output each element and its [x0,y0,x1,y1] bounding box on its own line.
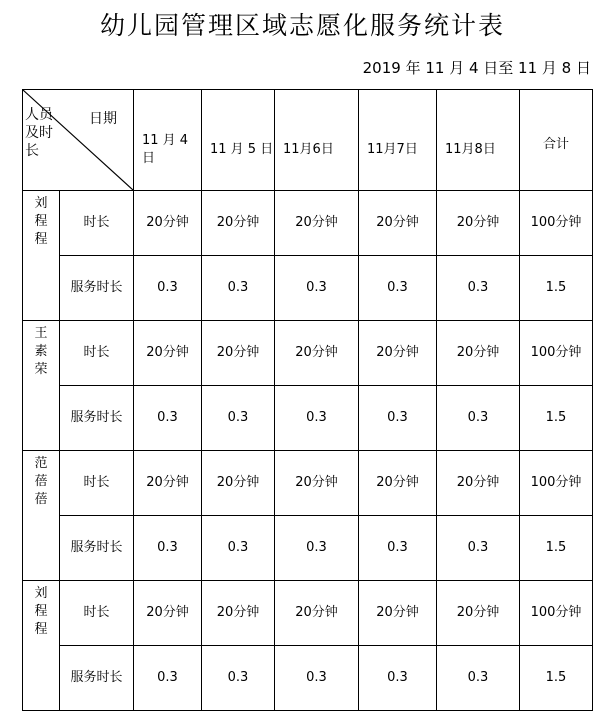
row-label-service: 服务时长 [60,516,134,581]
service-cell: 0.3 [202,256,275,321]
service-cell: 0.3 [359,516,437,581]
duration-cell: 20分钟 [359,191,437,256]
date-header: 11月6日 [275,90,359,191]
service-cell: 0.3 [359,256,437,321]
service-cell: 0.3 [275,386,359,451]
row-label-duration: 时长 [60,451,134,516]
service-cell: 0.3 [275,256,359,321]
person-name-char: 素 [34,344,48,359]
service-cell: 0.3 [275,646,359,711]
header-row [23,90,593,191]
row-label-service: 服务时长 [60,386,134,451]
person-name-char: 程 [34,604,48,619]
person-duration-row [23,321,593,386]
duration-cell: 20分钟 [275,321,359,386]
service-cell: 0.3 [437,386,520,451]
date-header: 11月7日 [359,90,437,191]
duration-cell: 20分钟 [134,581,202,646]
service-cell: 0.3 [202,516,275,581]
service-total-cell: 1.5 [520,646,593,711]
duration-total-cell: 100分钟 [520,321,593,386]
service-cell: 0.3 [437,256,520,321]
date-header: 11 月 4 日 [134,90,202,191]
person-name-char: 程 [34,232,48,247]
person-name [23,451,60,581]
duration-cell: 20分钟 [275,451,359,516]
duration-cell: 20分钟 [202,581,275,646]
duration-cell: 20分钟 [437,191,520,256]
page-title: 幼儿园管理区域志愿化服务统计表 [99,11,505,40]
date-range: 2019 年 11 月 4 日至 11 月 8 日 [362,59,591,77]
person-name-char: 刘 [34,196,48,211]
date-header: 11月8日 [437,90,520,191]
service-cell: 0.3 [202,646,275,711]
duration-cell: 20分钟 [359,451,437,516]
service-total-cell: 1.5 [520,386,593,451]
service-cell: 0.3 [134,516,202,581]
service-cell: 0.3 [134,646,202,711]
duration-cell: 20分钟 [202,451,275,516]
duration-cell: 20分钟 [202,321,275,386]
service-cell: 0.3 [359,646,437,711]
person-duration-row [23,581,593,646]
duration-cell: 20分钟 [275,581,359,646]
duration-total-cell: 100分钟 [520,191,593,256]
duration-cell: 20分钟 [275,191,359,256]
corner-person-label: 人员及时长 [25,107,53,159]
service-cell: 0.3 [202,386,275,451]
duration-total-cell: 100分钟 [520,581,593,646]
person-name [23,191,60,321]
service-total-cell: 1.5 [520,516,593,581]
person-name-char: 范 [34,456,48,471]
person-name-char: 程 [34,622,48,637]
service-cell: 0.3 [437,516,520,581]
person-service-row [23,516,593,581]
person-name-char: 蓓 [34,474,48,489]
duration-cell: 20分钟 [134,321,202,386]
service-cell: 0.3 [134,386,202,451]
corner-header-cell [23,90,134,191]
person-name-char: 王 [34,326,48,341]
person-name [23,321,60,451]
person-service-row [23,256,593,321]
person-service-row [23,386,593,451]
person-duration-row [23,451,593,516]
date-header: 11 月 5 日 [202,90,275,191]
person-name-char: 程 [34,214,48,229]
stats-table [22,89,593,711]
row-label-duration: 时长 [60,581,134,646]
duration-cell: 20分钟 [437,581,520,646]
duration-cell: 20分钟 [359,321,437,386]
service-cell: 0.3 [437,646,520,711]
person-name-char: 刘 [34,586,48,601]
row-label-duration: 时长 [60,191,134,256]
service-cell: 0.3 [134,256,202,321]
row-label-service: 服务时长 [60,256,134,321]
total-header: 合计 [520,90,593,191]
person-service-row [23,646,593,711]
duration-cell: 20分钟 [359,581,437,646]
person-name-char: 蓓 [34,492,48,507]
corner-date-label: 日期 [89,111,117,127]
row-label-service: 服务时长 [60,646,134,711]
duration-cell: 20分钟 [134,451,202,516]
duration-cell: 20分钟 [134,191,202,256]
duration-cell: 20分钟 [202,191,275,256]
person-duration-row [23,191,593,256]
row-label-duration: 时长 [60,321,134,386]
duration-cell: 20分钟 [437,451,520,516]
service-total-cell: 1.5 [520,256,593,321]
person-name-char: 荣 [34,362,48,377]
person-name [23,581,60,711]
service-cell: 0.3 [359,386,437,451]
duration-cell: 20分钟 [437,321,520,386]
duration-total-cell: 100分钟 [520,451,593,516]
service-cell: 0.3 [275,516,359,581]
